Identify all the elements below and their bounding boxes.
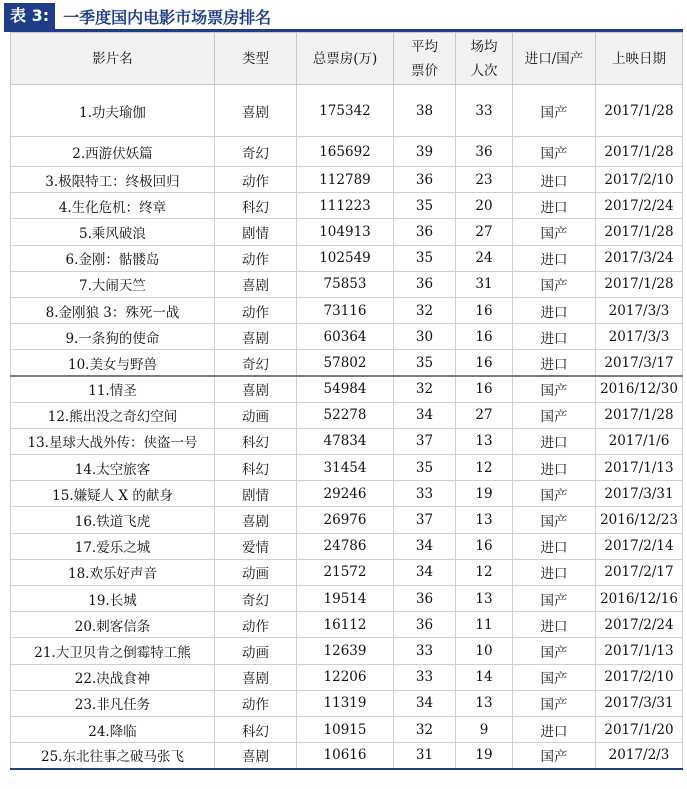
cell-release-date: 2017/3/31 xyxy=(596,690,683,716)
cell-release-date: 2017/1/28 xyxy=(596,85,683,137)
cell-release-date: 2017/1/28 xyxy=(596,137,683,167)
cell-avg-attendance: 24 xyxy=(456,245,513,271)
cell-origin: 进口 xyxy=(513,716,596,742)
cell-total-box-office: 112789 xyxy=(297,167,394,193)
cell-origin: 进口 xyxy=(513,193,596,219)
cell-origin: 进口 xyxy=(513,167,596,193)
cell-film-name: 16.铁道飞虎 xyxy=(11,507,215,533)
cell-total-box-office: 11319 xyxy=(297,690,394,716)
cell-origin: 国产 xyxy=(513,664,596,690)
cell-total-box-office: 75853 xyxy=(297,271,394,297)
cell-avg-ticket-price: 35 xyxy=(394,193,456,219)
cell-total-box-office: 104913 xyxy=(297,219,394,245)
cell-total-box-office: 21572 xyxy=(297,559,394,585)
cell-genre: 剧情 xyxy=(215,219,297,245)
table-row xyxy=(11,137,683,167)
cell-genre: 动作 xyxy=(215,245,297,271)
cell-genre: 科幻 xyxy=(215,716,297,742)
cell-film-name: 8.金刚狼 3：殊死一战 xyxy=(11,297,215,323)
cell-genre: 奇幻 xyxy=(215,350,297,376)
cell-avg-attendance: 16 xyxy=(456,350,513,376)
cell-avg-attendance: 16 xyxy=(456,376,513,402)
table-row xyxy=(11,350,683,376)
cell-genre: 科幻 xyxy=(215,193,297,219)
cell-origin: 进口 xyxy=(513,350,596,376)
cell-total-box-office: 60364 xyxy=(297,324,394,350)
cell-avg-ticket-price: 34 xyxy=(394,559,456,585)
cell-film-name: 2.西游伏妖篇 xyxy=(11,137,215,167)
table-row xyxy=(11,428,683,454)
cell-avg-ticket-price: 35 xyxy=(394,350,456,376)
cell-avg-attendance: 19 xyxy=(456,743,513,769)
cell-genre: 奇幻 xyxy=(215,137,297,167)
cell-film-name: 13.星球大战外传：侠盗一号 xyxy=(11,428,215,454)
cell-release-date: 2017/1/28 xyxy=(596,219,683,245)
cell-total-box-office: 165692 xyxy=(297,137,394,167)
table-row xyxy=(11,245,683,271)
cell-avg-ticket-price: 38 xyxy=(394,85,456,137)
cell-genre: 奇幻 xyxy=(215,586,297,612)
cell-total-box-office: 175342 xyxy=(297,85,394,137)
cell-origin: 国产 xyxy=(513,376,596,402)
table-header xyxy=(11,33,683,85)
cell-genre: 动作 xyxy=(215,690,297,716)
cell-total-box-office: 73116 xyxy=(297,297,394,323)
cell-release-date: 2016/12/23 xyxy=(596,507,683,533)
cell-film-name: 24.降临 xyxy=(11,716,215,742)
cell-release-date: 2017/3/3 xyxy=(596,324,683,350)
cell-avg-attendance: 13 xyxy=(456,428,513,454)
cell-avg-ticket-price: 37 xyxy=(394,507,456,533)
cell-avg-ticket-price: 35 xyxy=(394,455,456,481)
cell-origin: 进口 xyxy=(513,324,596,350)
cell-genre: 喜剧 xyxy=(215,85,297,137)
cell-avg-attendance: 12 xyxy=(456,559,513,585)
cell-genre: 喜剧 xyxy=(215,507,297,533)
cell-film-name: 14.太空旅客 xyxy=(11,455,215,481)
table-row xyxy=(11,297,683,323)
cell-avg-ticket-price: 32 xyxy=(394,716,456,742)
cell-total-box-office: 10915 xyxy=(297,716,394,742)
cell-origin: 国产 xyxy=(513,638,596,664)
cell-film-name: 22.决战食神 xyxy=(11,664,215,690)
cell-genre: 喜剧 xyxy=(215,271,297,297)
cell-release-date: 2017/1/13 xyxy=(596,455,683,481)
cell-film-name: 25.东北往事之破马张飞 xyxy=(11,743,215,769)
cell-film-name: 15.嫌疑人 X 的献身 xyxy=(11,481,215,507)
cell-avg-attendance: 23 xyxy=(456,167,513,193)
table-row xyxy=(11,533,683,559)
table-row xyxy=(11,376,683,402)
cell-avg-attendance: 33 xyxy=(456,85,513,137)
table-row xyxy=(11,85,683,137)
table-row xyxy=(11,455,683,481)
cell-avg-ticket-price: 34 xyxy=(394,533,456,559)
cell-origin: 进口 xyxy=(513,245,596,271)
cell-film-name: 10.美女与野兽 xyxy=(11,350,215,376)
cell-genre: 喜剧 xyxy=(215,743,297,769)
cell-film-name: 1.功夫瑜伽 xyxy=(11,85,215,137)
cell-origin: 进口 xyxy=(513,455,596,481)
cell-genre: 动作 xyxy=(215,612,297,638)
cell-total-box-office: 26976 xyxy=(297,507,394,533)
cell-avg-attendance: 11 xyxy=(456,612,513,638)
cell-film-name: 18.欢乐好声音 xyxy=(11,559,215,585)
cell-origin: 进口 xyxy=(513,297,596,323)
cell-avg-ticket-price: 33 xyxy=(394,481,456,507)
cell-genre: 喜剧 xyxy=(215,324,297,350)
cell-total-box-office: 54984 xyxy=(297,376,394,402)
cell-release-date: 2017/1/28 xyxy=(596,271,683,297)
cell-avg-attendance: 10 xyxy=(456,638,513,664)
cell-film-name: 12.熊出没之奇幻空间 xyxy=(11,402,215,428)
cell-avg-attendance: 16 xyxy=(456,324,513,350)
cell-release-date: 2017/1/6 xyxy=(596,428,683,454)
table-row xyxy=(11,481,683,507)
header-avg-attendance: 场均 人次 xyxy=(456,33,513,85)
box-office-table xyxy=(10,32,683,770)
cell-release-date: 2017/2/3 xyxy=(596,743,683,769)
cell-origin: 国产 xyxy=(513,690,596,716)
cell-origin: 国产 xyxy=(513,743,596,769)
cell-avg-ticket-price: 34 xyxy=(394,690,456,716)
cell-total-box-office: 47834 xyxy=(297,428,394,454)
table-row xyxy=(11,664,683,690)
cell-avg-attendance: 20 xyxy=(456,193,513,219)
header-total-box-office: 总票房(万) xyxy=(297,33,394,85)
table-body xyxy=(11,85,683,769)
cell-avg-ticket-price: 34 xyxy=(394,402,456,428)
table-row xyxy=(11,219,683,245)
table-row xyxy=(11,193,683,219)
cell-genre: 爱情 xyxy=(215,533,297,559)
cell-avg-ticket-price: 39 xyxy=(394,137,456,167)
cell-total-box-office: 52278 xyxy=(297,402,394,428)
table-row xyxy=(11,743,683,769)
cell-genre: 动画 xyxy=(215,402,297,428)
cell-avg-attendance: 13 xyxy=(456,507,513,533)
table-row xyxy=(11,507,683,533)
cell-release-date: 2017/2/24 xyxy=(596,193,683,219)
cell-release-date: 2017/2/24 xyxy=(596,612,683,638)
cell-avg-ticket-price: 36 xyxy=(394,586,456,612)
cell-release-date: 2016/12/16 xyxy=(596,586,683,612)
cell-origin: 进口 xyxy=(513,533,596,559)
cell-avg-ticket-price: 33 xyxy=(394,638,456,664)
cell-avg-ticket-price: 30 xyxy=(394,324,456,350)
header-release-date: 上映日期 xyxy=(596,33,683,85)
cell-total-box-office: 12206 xyxy=(297,664,394,690)
cell-film-name: 17.爱乐之城 xyxy=(11,533,215,559)
cell-avg-ticket-price: 36 xyxy=(394,219,456,245)
cell-genre: 动画 xyxy=(215,559,297,585)
cell-avg-ticket-price: 32 xyxy=(394,297,456,323)
cell-release-date: 2017/2/14 xyxy=(596,533,683,559)
cell-total-box-office: 24786 xyxy=(297,533,394,559)
cell-genre: 科幻 xyxy=(215,455,297,481)
cell-origin: 国产 xyxy=(513,586,596,612)
cell-film-name: 21.大卫贝肯之倒霉特工熊 xyxy=(11,638,215,664)
cell-film-name: 9.一条狗的使命 xyxy=(11,324,215,350)
table-row xyxy=(11,638,683,664)
cell-release-date: 2017/3/3 xyxy=(596,297,683,323)
cell-avg-attendance: 13 xyxy=(456,586,513,612)
cell-avg-ticket-price: 36 xyxy=(394,271,456,297)
cell-origin: 进口 xyxy=(513,428,596,454)
cell-release-date: 2017/3/17 xyxy=(596,350,683,376)
cell-avg-ticket-price: 35 xyxy=(394,245,456,271)
header-genre: 类型 xyxy=(215,33,297,85)
cell-avg-ticket-price: 33 xyxy=(394,664,456,690)
cell-avg-attendance: 31 xyxy=(456,271,513,297)
cell-avg-attendance: 19 xyxy=(456,481,513,507)
table-row xyxy=(11,402,683,428)
cell-avg-attendance: 14 xyxy=(456,664,513,690)
cell-total-box-office: 31454 xyxy=(297,455,394,481)
table-row xyxy=(11,586,683,612)
cell-total-box-office: 102549 xyxy=(297,245,394,271)
cell-avg-attendance: 9 xyxy=(456,716,513,742)
table-row xyxy=(11,716,683,742)
cell-avg-attendance: 16 xyxy=(456,297,513,323)
table-row xyxy=(11,612,683,638)
cell-avg-ticket-price: 32 xyxy=(394,376,456,402)
cell-total-box-office: 12639 xyxy=(297,638,394,664)
cell-avg-attendance: 36 xyxy=(456,137,513,167)
cell-origin: 进口 xyxy=(513,559,596,585)
cell-origin: 国产 xyxy=(513,219,596,245)
header-avg-ticket-price: 平均 票价 xyxy=(394,33,456,85)
cell-genre: 动作 xyxy=(215,167,297,193)
cell-origin: 国产 xyxy=(513,137,596,167)
cell-avg-ticket-price: 36 xyxy=(394,167,456,193)
cell-release-date: 2017/3/24 xyxy=(596,245,683,271)
cell-avg-ticket-price: 36 xyxy=(394,612,456,638)
table-row xyxy=(11,271,683,297)
cell-film-name: 7.大闹天竺 xyxy=(11,271,215,297)
cell-avg-ticket-price: 37 xyxy=(394,428,456,454)
cell-genre: 动作 xyxy=(215,297,297,323)
cell-genre: 动画 xyxy=(215,638,297,664)
cell-avg-attendance: 12 xyxy=(456,455,513,481)
cell-avg-attendance: 27 xyxy=(456,219,513,245)
cell-film-name: 5.乘风破浪 xyxy=(11,219,215,245)
cell-avg-attendance: 13 xyxy=(456,690,513,716)
cell-film-name: 20.刺客信条 xyxy=(11,612,215,638)
cell-release-date: 2017/1/20 xyxy=(596,716,683,742)
cell-origin: 国产 xyxy=(513,507,596,533)
cell-release-date: 2017/1/28 xyxy=(596,402,683,428)
cell-total-box-office: 19514 xyxy=(297,586,394,612)
cell-film-name: 6.金刚：骷髅岛 xyxy=(11,245,215,271)
cell-release-date: 2017/2/10 xyxy=(596,664,683,690)
cell-film-name: 3.极限特工：终极回归 xyxy=(11,167,215,193)
cell-release-date: 2017/3/31 xyxy=(596,481,683,507)
cell-origin: 国产 xyxy=(513,271,596,297)
cell-release-date: 2017/2/10 xyxy=(596,167,683,193)
cell-release-date: 2016/12/30 xyxy=(596,376,683,402)
table-title: 一季度国内电影市场票房排名 xyxy=(63,7,272,27)
cell-genre: 科幻 xyxy=(215,428,297,454)
table-row xyxy=(11,690,683,716)
cell-avg-attendance: 27 xyxy=(456,402,513,428)
cell-genre: 剧情 xyxy=(215,481,297,507)
cell-total-box-office: 16112 xyxy=(297,612,394,638)
cell-origin: 国产 xyxy=(513,402,596,428)
cell-total-box-office: 29246 xyxy=(297,481,394,507)
cell-origin: 进口 xyxy=(513,612,596,638)
cell-total-box-office: 57802 xyxy=(297,350,394,376)
cell-avg-attendance: 16 xyxy=(456,533,513,559)
cell-release-date: 2017/1/13 xyxy=(596,638,683,664)
cell-origin: 国产 xyxy=(513,85,596,137)
table-row xyxy=(11,167,683,193)
table-number-label: 表 3: xyxy=(4,3,55,29)
table-caption xyxy=(0,0,687,32)
cell-genre: 喜剧 xyxy=(215,664,297,690)
header-row xyxy=(11,33,683,85)
table-row xyxy=(11,324,683,350)
cell-avg-ticket-price: 31 xyxy=(394,743,456,769)
table-row xyxy=(11,559,683,585)
cell-film-name: 23.非凡任务 xyxy=(11,690,215,716)
cell-total-box-office: 111223 xyxy=(297,193,394,219)
cell-origin: 国产 xyxy=(513,481,596,507)
cell-release-date: 2017/2/17 xyxy=(596,559,683,585)
cell-film-name: 11.情圣 xyxy=(11,376,215,402)
header-origin: 进口/国产 xyxy=(513,33,596,85)
cell-total-box-office: 10616 xyxy=(297,743,394,769)
cell-genre: 喜剧 xyxy=(215,376,297,402)
header-film-name: 影片名 xyxy=(11,33,215,85)
cell-film-name: 4.生化危机：终章 xyxy=(11,193,215,219)
cell-film-name: 19.长城 xyxy=(11,586,215,612)
